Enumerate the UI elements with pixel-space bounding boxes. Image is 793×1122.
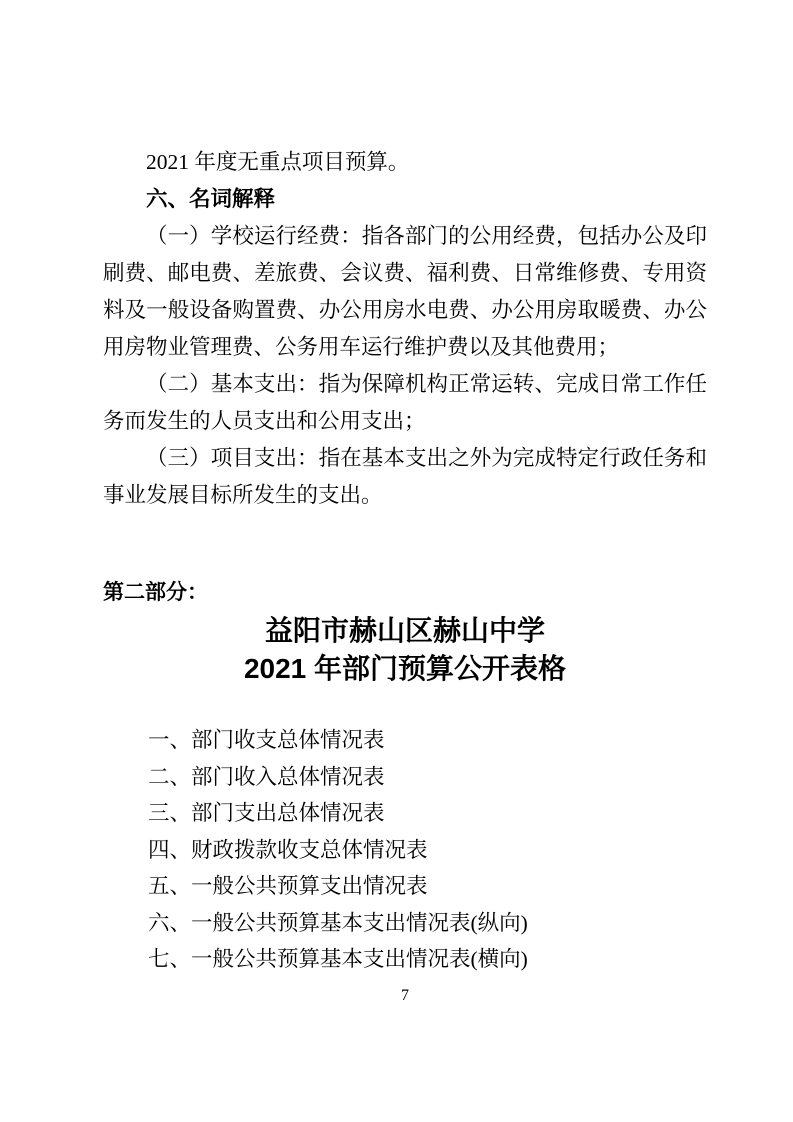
table-of-contents: [103, 722, 707, 978]
term-definition-project-expenditure: （三）项目支出：指在基本支出之外为完成特定行政任务和事业发展目标所发生的支出。: [103, 446, 707, 507]
toc-item: 三、部门支出总体情况表: [148, 801, 385, 825]
term-definition-school-operating-funds: （一）学校运行经费：指各部门的公用经费，包括办公及印刷费、邮电费、差旅费、会议费、福利费、日常维修费、专用资料及一般设备购置费、办公用房水电费、办公用房取暖费、办公用房物业管理费、公务用车运行维护费以及其他费用；: [103, 224, 707, 359]
toc-item: 二、部门收入总体情况表: [148, 764, 385, 789]
toc-item: 七、一般公共预算基本支出情况表(横向): [148, 947, 528, 971]
toc-item: 五、一般公共预算支出情况表: [148, 874, 428, 898]
intro-paragraph: 2021 年度无重点项目预算。: [146, 150, 410, 174]
part-two-label: 第二部分：: [103, 581, 208, 604]
budget-tables-title-line1: 益阳市赫山区赫山中学: [264, 615, 545, 646]
page-number: 7: [401, 986, 409, 1004]
budget-tables-title-line2: 2021 年部门预算公开表格: [243, 653, 567, 684]
term-definition-basic-expenditure: （二）基本支出：指为保障机构正常运转、完成日常工作任务而发生的人员支出和公用支出；: [103, 372, 707, 433]
toc-item: 六、一般公共预算基本支出情况表(纵向): [148, 910, 528, 935]
toc-item: 一、部门收支总体情况表: [148, 728, 385, 752]
toc-item: 四、财政拨款收支总体情况表: [148, 837, 428, 862]
terms-section-heading: 六、名词解释: [146, 187, 276, 211]
budget-tables-title: [103, 612, 707, 688]
